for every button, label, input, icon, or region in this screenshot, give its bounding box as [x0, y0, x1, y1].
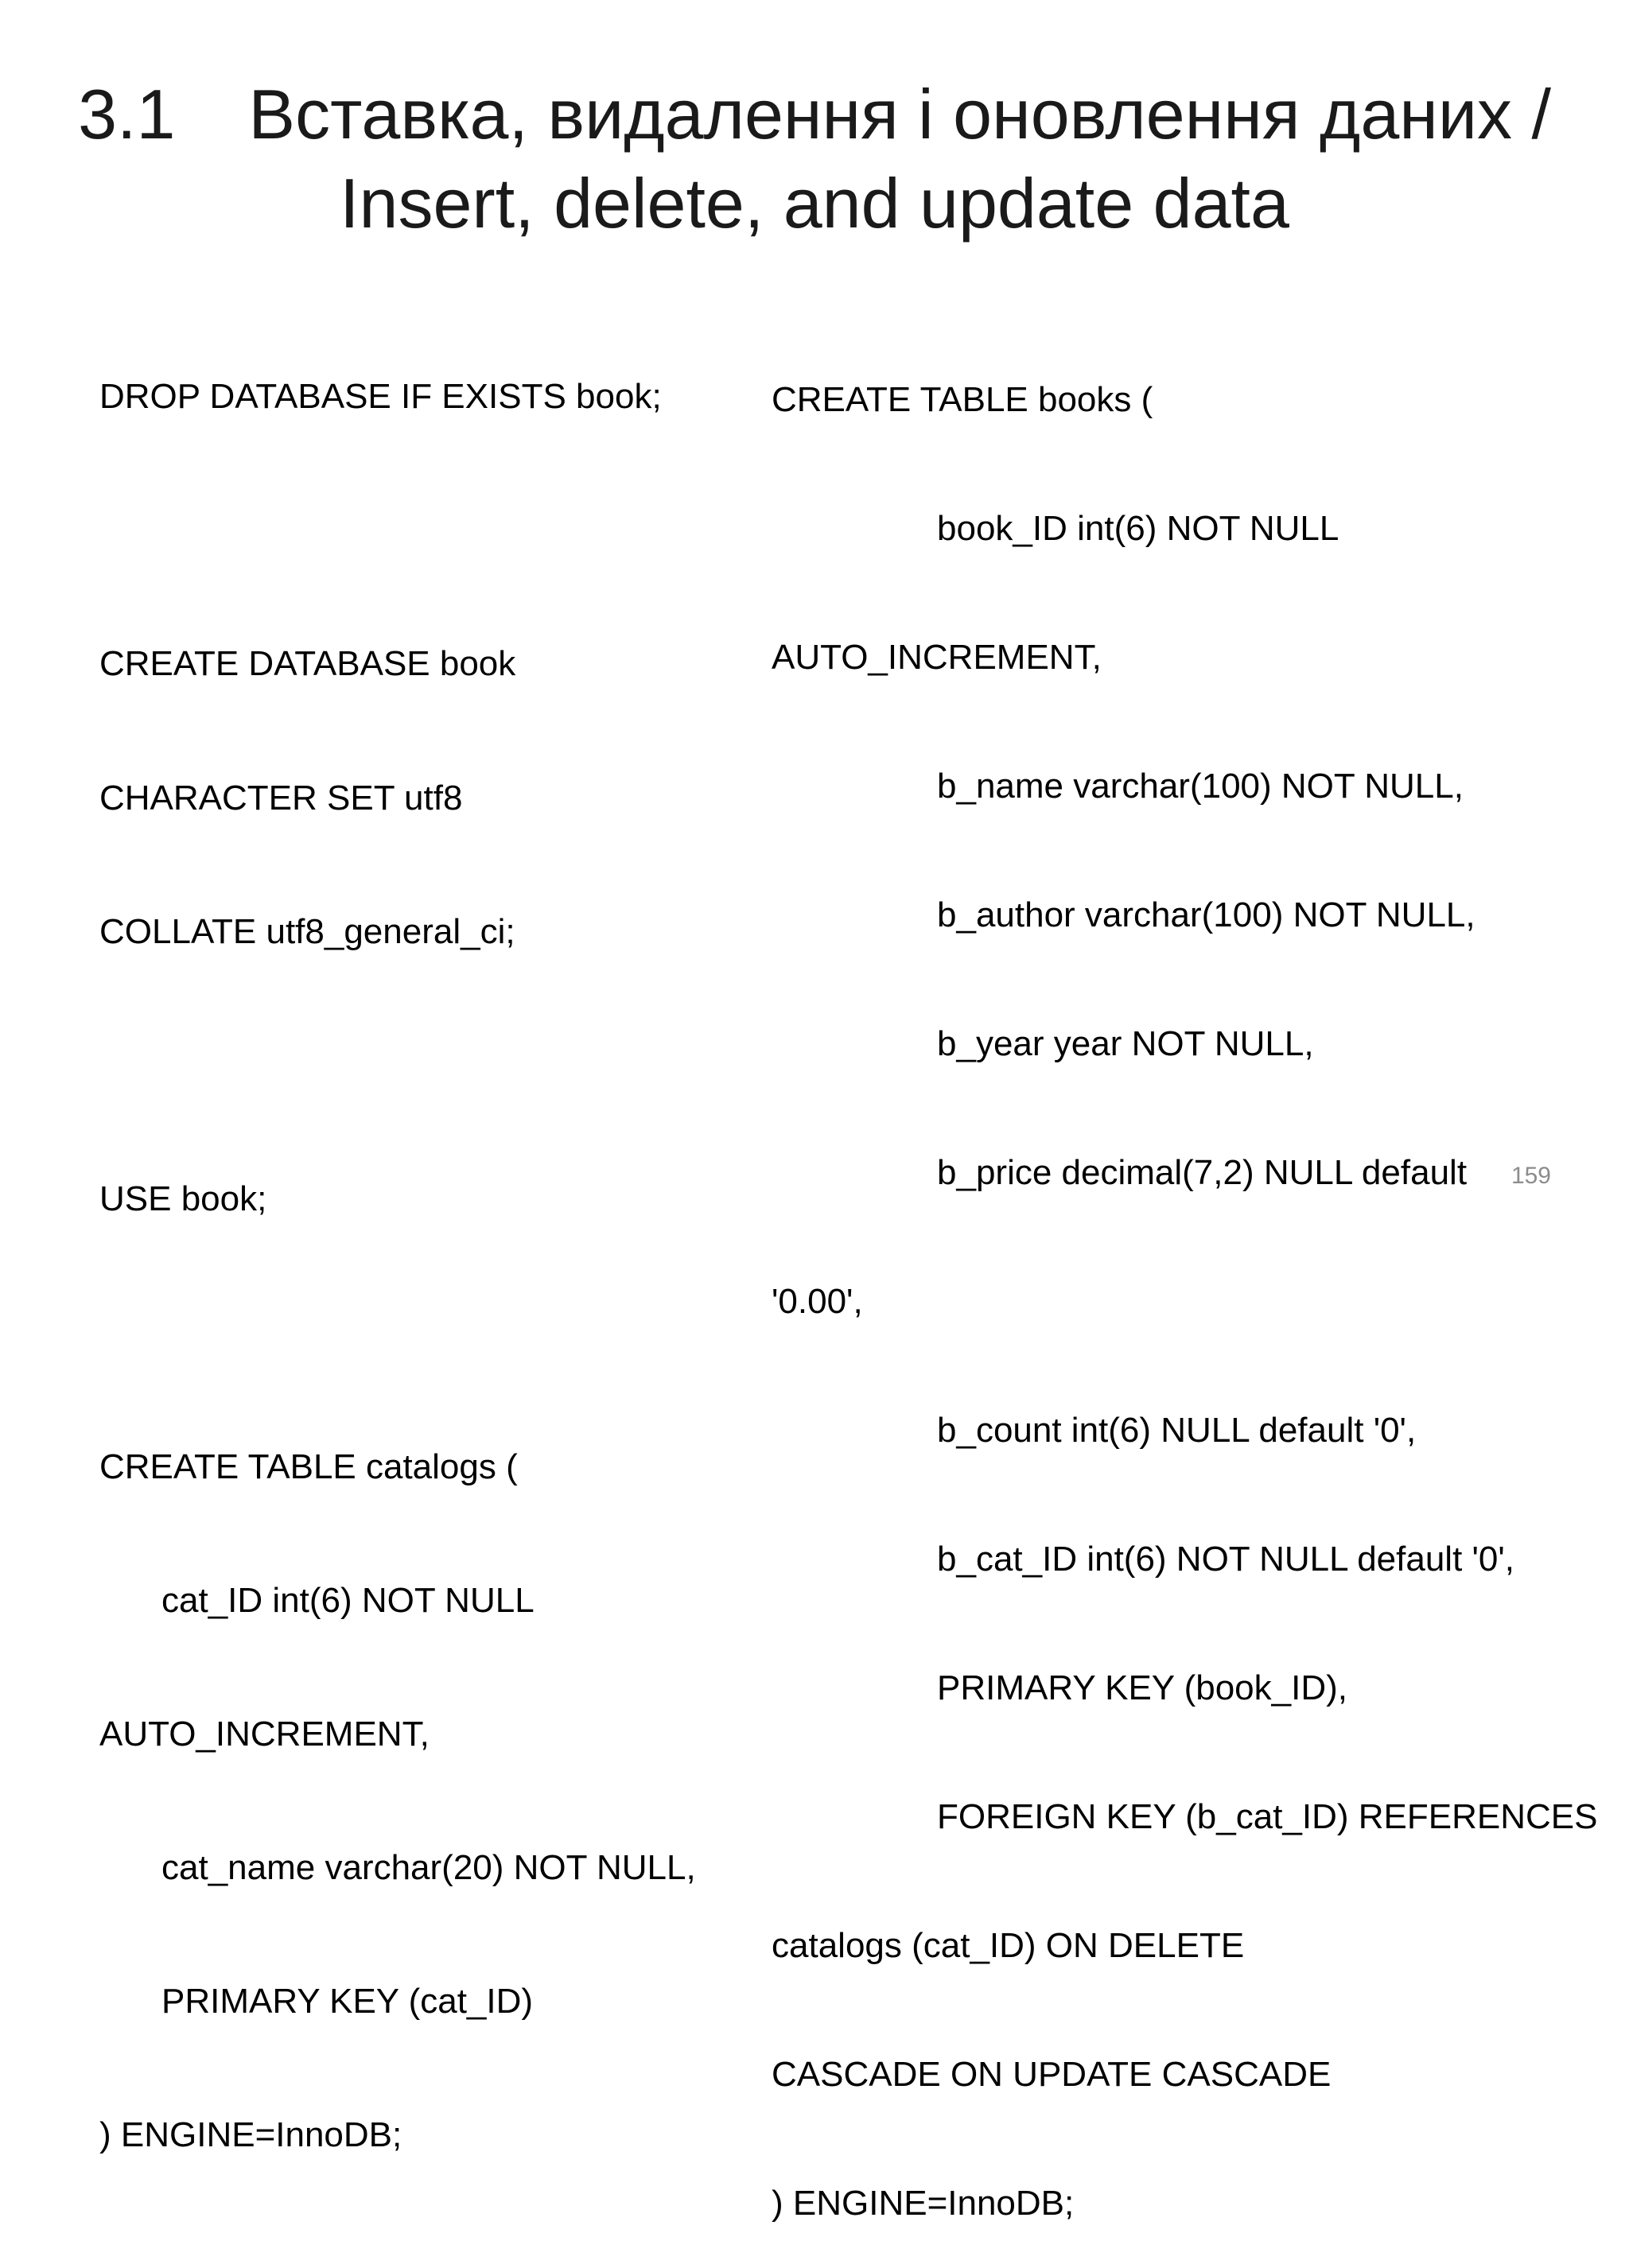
code-line: b_price decimal(7,2) NULL default	[937, 1153, 1468, 1192]
code-line: PRIMARY KEY (cat_ID)	[161, 1982, 534, 2021]
code-line: CASCADE ON UPDATE CASCADE	[772, 2055, 1332, 2094]
slide-title	[0, 70, 1629, 248]
code-line: ) ENGINE=InnoDB;	[99, 2115, 402, 2155]
title-line-2: Insert, delete, and update data	[340, 164, 1289, 243]
code-line: COLLATE utf8_general_ci;	[99, 911, 515, 951]
code-line: '0.00',	[772, 1282, 863, 1321]
code-line: ) ENGINE=InnoDB;	[772, 2184, 1075, 2223]
code-line: b_year year NOT NULL,	[937, 1024, 1314, 1063]
code-line	[99, 1039, 696, 1093]
code-line: FOREIGN KEY (b_cat_ID) REFERENCES	[937, 1797, 1598, 1836]
title-ukrainian-text: Вставка, видалення і оновлення даних /	[248, 75, 1551, 153]
title-line-1	[0, 70, 1629, 159]
code-line: CREATE TABLE catalogs (	[99, 1447, 518, 1486]
code-line: cat_ID int(6) NOT NULL	[161, 1580, 535, 1620]
code-line: CREATE DATABASE book	[99, 644, 516, 684]
right-code-column	[772, 296, 1598, 2268]
code-line: USE book;	[99, 1179, 267, 1219]
title-section-number: 3.1	[78, 75, 176, 153]
code-line: b_count int(6) NULL default '0',	[937, 1411, 1417, 1450]
code-line	[99, 503, 696, 557]
code-line: b_name varchar(100) NOT NULL,	[937, 767, 1464, 806]
code-line: book_ID int(6) NOT NULL	[937, 509, 1339, 548]
code-line: CHARACTER SET utf8	[99, 778, 463, 817]
code-line: b_author varchar(100) NOT NULL,	[937, 895, 1475, 934]
page-number: 159	[1510, 1163, 1551, 1189]
code-line: catalogs (cat_ID) ON DELETE	[772, 1926, 1245, 1965]
code-line: b_cat_ID int(6) NOT NULL default '0',	[937, 1540, 1515, 1579]
code-line	[99, 1306, 696, 1360]
code-line: DROP DATABASE IF EXISTS book;	[99, 377, 662, 416]
code-line: AUTO_INCREMENT,	[772, 638, 1102, 677]
code-line: CREATE TABLE books (	[772, 380, 1153, 419]
code-line: cat_name varchar(20) NOT NULL,	[161, 1848, 696, 1888]
code-line: AUTO_INCREMENT,	[99, 1714, 430, 1753]
code-line: PRIMARY KEY (book_ID),	[937, 1668, 1347, 1707]
left-code-column	[99, 290, 696, 2203]
